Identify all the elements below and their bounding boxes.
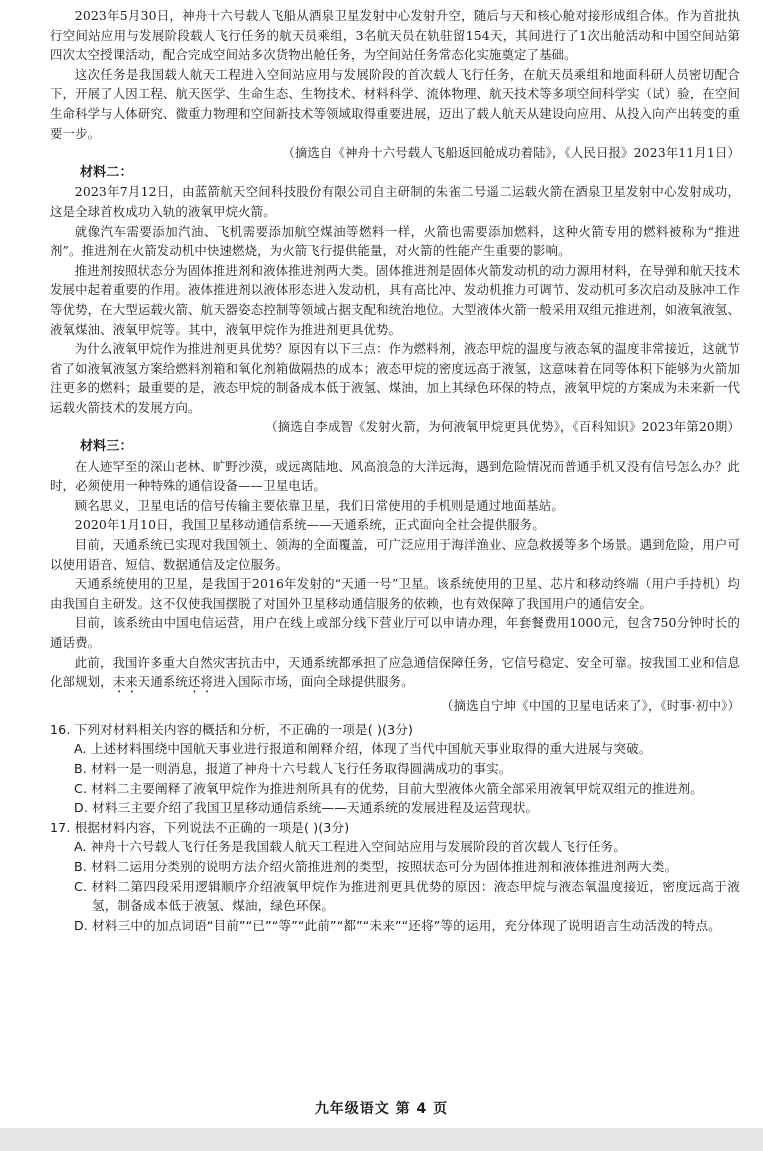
page-footer: 九年级语文 第 4 页 xyxy=(314,1101,449,1117)
material3-paragraph-3: 2020年1月10日，我国卫星移动通信系统——天通系统，正式面向全社会提供服务。 xyxy=(74,517,545,533)
material1-paragraph-1: 2023年5月30日，神舟十六号载人飞船从酒泉卫星发射中心发射升空，随后与天和核心舱对接形成组合体。作为首批执行空间站应用与发展阶段载人飞行任务的航天员乘组，3名航天员在轨驻留154天，其间进行了1次出舱活动和中国空间站第四次太空授课活动，配合完成空间站多次货物出舱任务，为空间站任务常态化实施奠定了基础。 xyxy=(50,8,740,63)
question-17-option-a: A. 神舟十六号载人飞行任务是我国载人航天工程进入空间站应用与发展阶段的首次载人飞行任务。 xyxy=(74,839,627,855)
p7-dotted-word-future: 未来 xyxy=(112,674,138,690)
material3-paragraph-1: 在人迹罕至的深山老林、旷野沙漠，或远离陆地、风高浪急的大洋远海，遇到危险情况而普通手机又没有信号怎么办？此时，必须使用一种特殊的通信设备——卫星电话。 xyxy=(50,458,740,494)
question-17-option-d: D. 材料三中的加点词语“目前”“已”“等”“此前”“都”“未来”“还将”等的运用，充分体现了说明语言生动活泼的特点。 xyxy=(74,917,721,933)
question-16-option-d: D. 材料三主要介绍了我国卫星移动通信系统——天通系统的发展进程及运营现状。 xyxy=(74,800,539,816)
p7-dotted-word-still: 还将 xyxy=(187,674,214,690)
material2-paragraph-2: 就像汽车需要添加汽油、飞机需要添加航空煤油等燃料一样，火箭也需要添加燃料，这种火箭专用的燃料被称为“推进剂”。推进剂在火箭发动机中快速燃烧，为火箭飞行提供能量，对火箭的性能产生重要的影响。 xyxy=(50,223,740,259)
material1-source: （摘选自《神舟十六号载人飞船返回舱成功着陆》，《人民日报》2023年11月1日） xyxy=(282,145,740,161)
page-content xyxy=(50,6,740,935)
question-17-option-c: C. 材料二第四段采用逻辑顺序介绍液氧甲烷作为推进剂更具优势的原因：液态甲烷与液态氧温度接近，密度远高于液氢，制备成本低于液氢、煤油，绿色环保。 xyxy=(74,878,740,914)
material2-source: （摘选自李成智《发射火箭，为何液氧甲烷更具优势》，《百科知识》2023年第20期） xyxy=(265,419,740,435)
material2-heading: 材料二： xyxy=(80,164,133,180)
material2-paragraph-3: 推进剂按照状态分为固体推进剂和液体推进剂两大类。固体推进剂是固体火箭发动机的动力源用材料，在导弹和航天技术发展中起着重要的作用。液体推进剂以液体形态进入发动机，具有高比冲、发动机推力可调节、发动机可多次启动及脉冲工作等优势，在大型运载火箭、航天器姿态控制等领域占据支配和统治地位。大型液体火箭一般采用双组元推进剂，如液氧液氢、液氧煤油、液氧甲烷等。其中，液氧甲烷作为推进剂更具优势。 xyxy=(50,262,740,337)
material3-paragraph-7 xyxy=(50,653,740,697)
p7-text-e: 进入国际市场，面向全球提供服务。 xyxy=(213,674,414,690)
material3-heading: 材料三： xyxy=(80,439,133,455)
material3-source: （摘选自宁坤《中国的卫星电话来了》，《时事·初中》） xyxy=(440,698,740,714)
material3-paragraph-4: 目前，天通系统已实现对我国领土、领海的全面覆盖，可广泛应用于海洋渔业、应急救援等多个场景。遇到危险，用户可以使用语音、短信、数据通信及定位服务。 xyxy=(50,537,740,572)
p7-text-a: 此前，我国许多重大自然灾害抗击中，天通系统都承担了应急通信保障任务，它信号稳定、安全可靠。按我国工业和信息化部规划， xyxy=(50,654,740,690)
bottom-scroll-bar xyxy=(0,1128,763,1151)
material2-paragraph-1: 2023年7月12日，由蓝箭航天空间科技股份有限公司自主研制的朱雀二号遥二运载火箭在酒泉卫星发射中心发射成功，这是全球首枚成功入轨的液氧甲烷火箭。 xyxy=(50,184,740,219)
material1-paragraph-2: 这次任务是我国载人航天工程进入空间站应用与发展阶段的首次载人飞行任务，在航天员乘组和地面科研人员密切配合下，开展了人因工程、航天医学、生命生态、生物技术、材料科学、流体物理、航天技术等多项空间科学实（试）验，在空间生命科学与人体研究、微重力物理和空间新技术等领域取得重要进展，迈出了载人航天从建设向应用、从投入向产出转变的重要一步。 xyxy=(50,66,740,141)
material3-paragraph-5: 天通系统使用的卫星，是我国于2016年发射的“天通一号”卫星。该系统使用的卫星、芯片和移动终端（用户手持机）均由我国自主研发。这不仅使我国摆脱了对国外卫星移动通信服务的依赖，也有效保障了我国用户的通信安全。 xyxy=(50,576,740,611)
question-17-option-b: B. 材料二运用分类别的说明方法介绍火箭推进剂的类型，按照状态可分为固体推进剂和液体推进剂两大类。 xyxy=(74,858,678,874)
question-17-stem: 17. 根据材料内容，下列说法不正确的一项是( )(3分) xyxy=(50,819,350,835)
question-16-option-a: A. 上述材料围绕中国航天事业进行报道和阐释介绍，体现了当代中国航天事业取得的重大进展与突破。 xyxy=(74,741,652,757)
material3-paragraph-6: 目前，该系统由中国电信运营，用户在线上或部分线下营业厅可以申请办理，年套餐费用1000元，包含750分钟时长的通话费。 xyxy=(50,615,740,650)
question-16-option-b: B. 材料一是一则消息，报道了神舟十六号载人飞行任务取得圆满成功的事实。 xyxy=(74,760,512,776)
question-16-option-c: C. 材料二主要阐释了液氧甲烷作为推进剂所具有的优势，目前大型液体火箭全部采用液氧甲烷双组元的推进剂。 xyxy=(74,780,703,796)
question-16-stem: 16. 下列对材料相关内容的概括和分析，不正确的一项是( )(3分) xyxy=(50,721,414,737)
material3-paragraph-2: 顾名思义，卫星电话的信号传输主要依靠卫星，我们日常使用的手机则是通过地面基站。 xyxy=(74,497,564,513)
p7-text-c: 天通系统 xyxy=(137,674,188,690)
material2-paragraph-4: 为什么液氧甲烷作为推进剂更具优势？原因有以下三点：作为燃料剂，液态甲烷的温度与液态氧的温度非常接近，这就节省了如液氧液氢方案给燃料剂箱和氧化剂箱做隔热的成本；液态甲烷的密度远高于液氢，这意味着在同等体积下能够为火箭加注更多的燃料；最重要的是，液态甲烷的制备成本低于液氢、煤油，加上其绿色环保的特点，液氧甲烷的方案成为未来新一代运载火箭技术的发展方向。 xyxy=(50,341,740,415)
